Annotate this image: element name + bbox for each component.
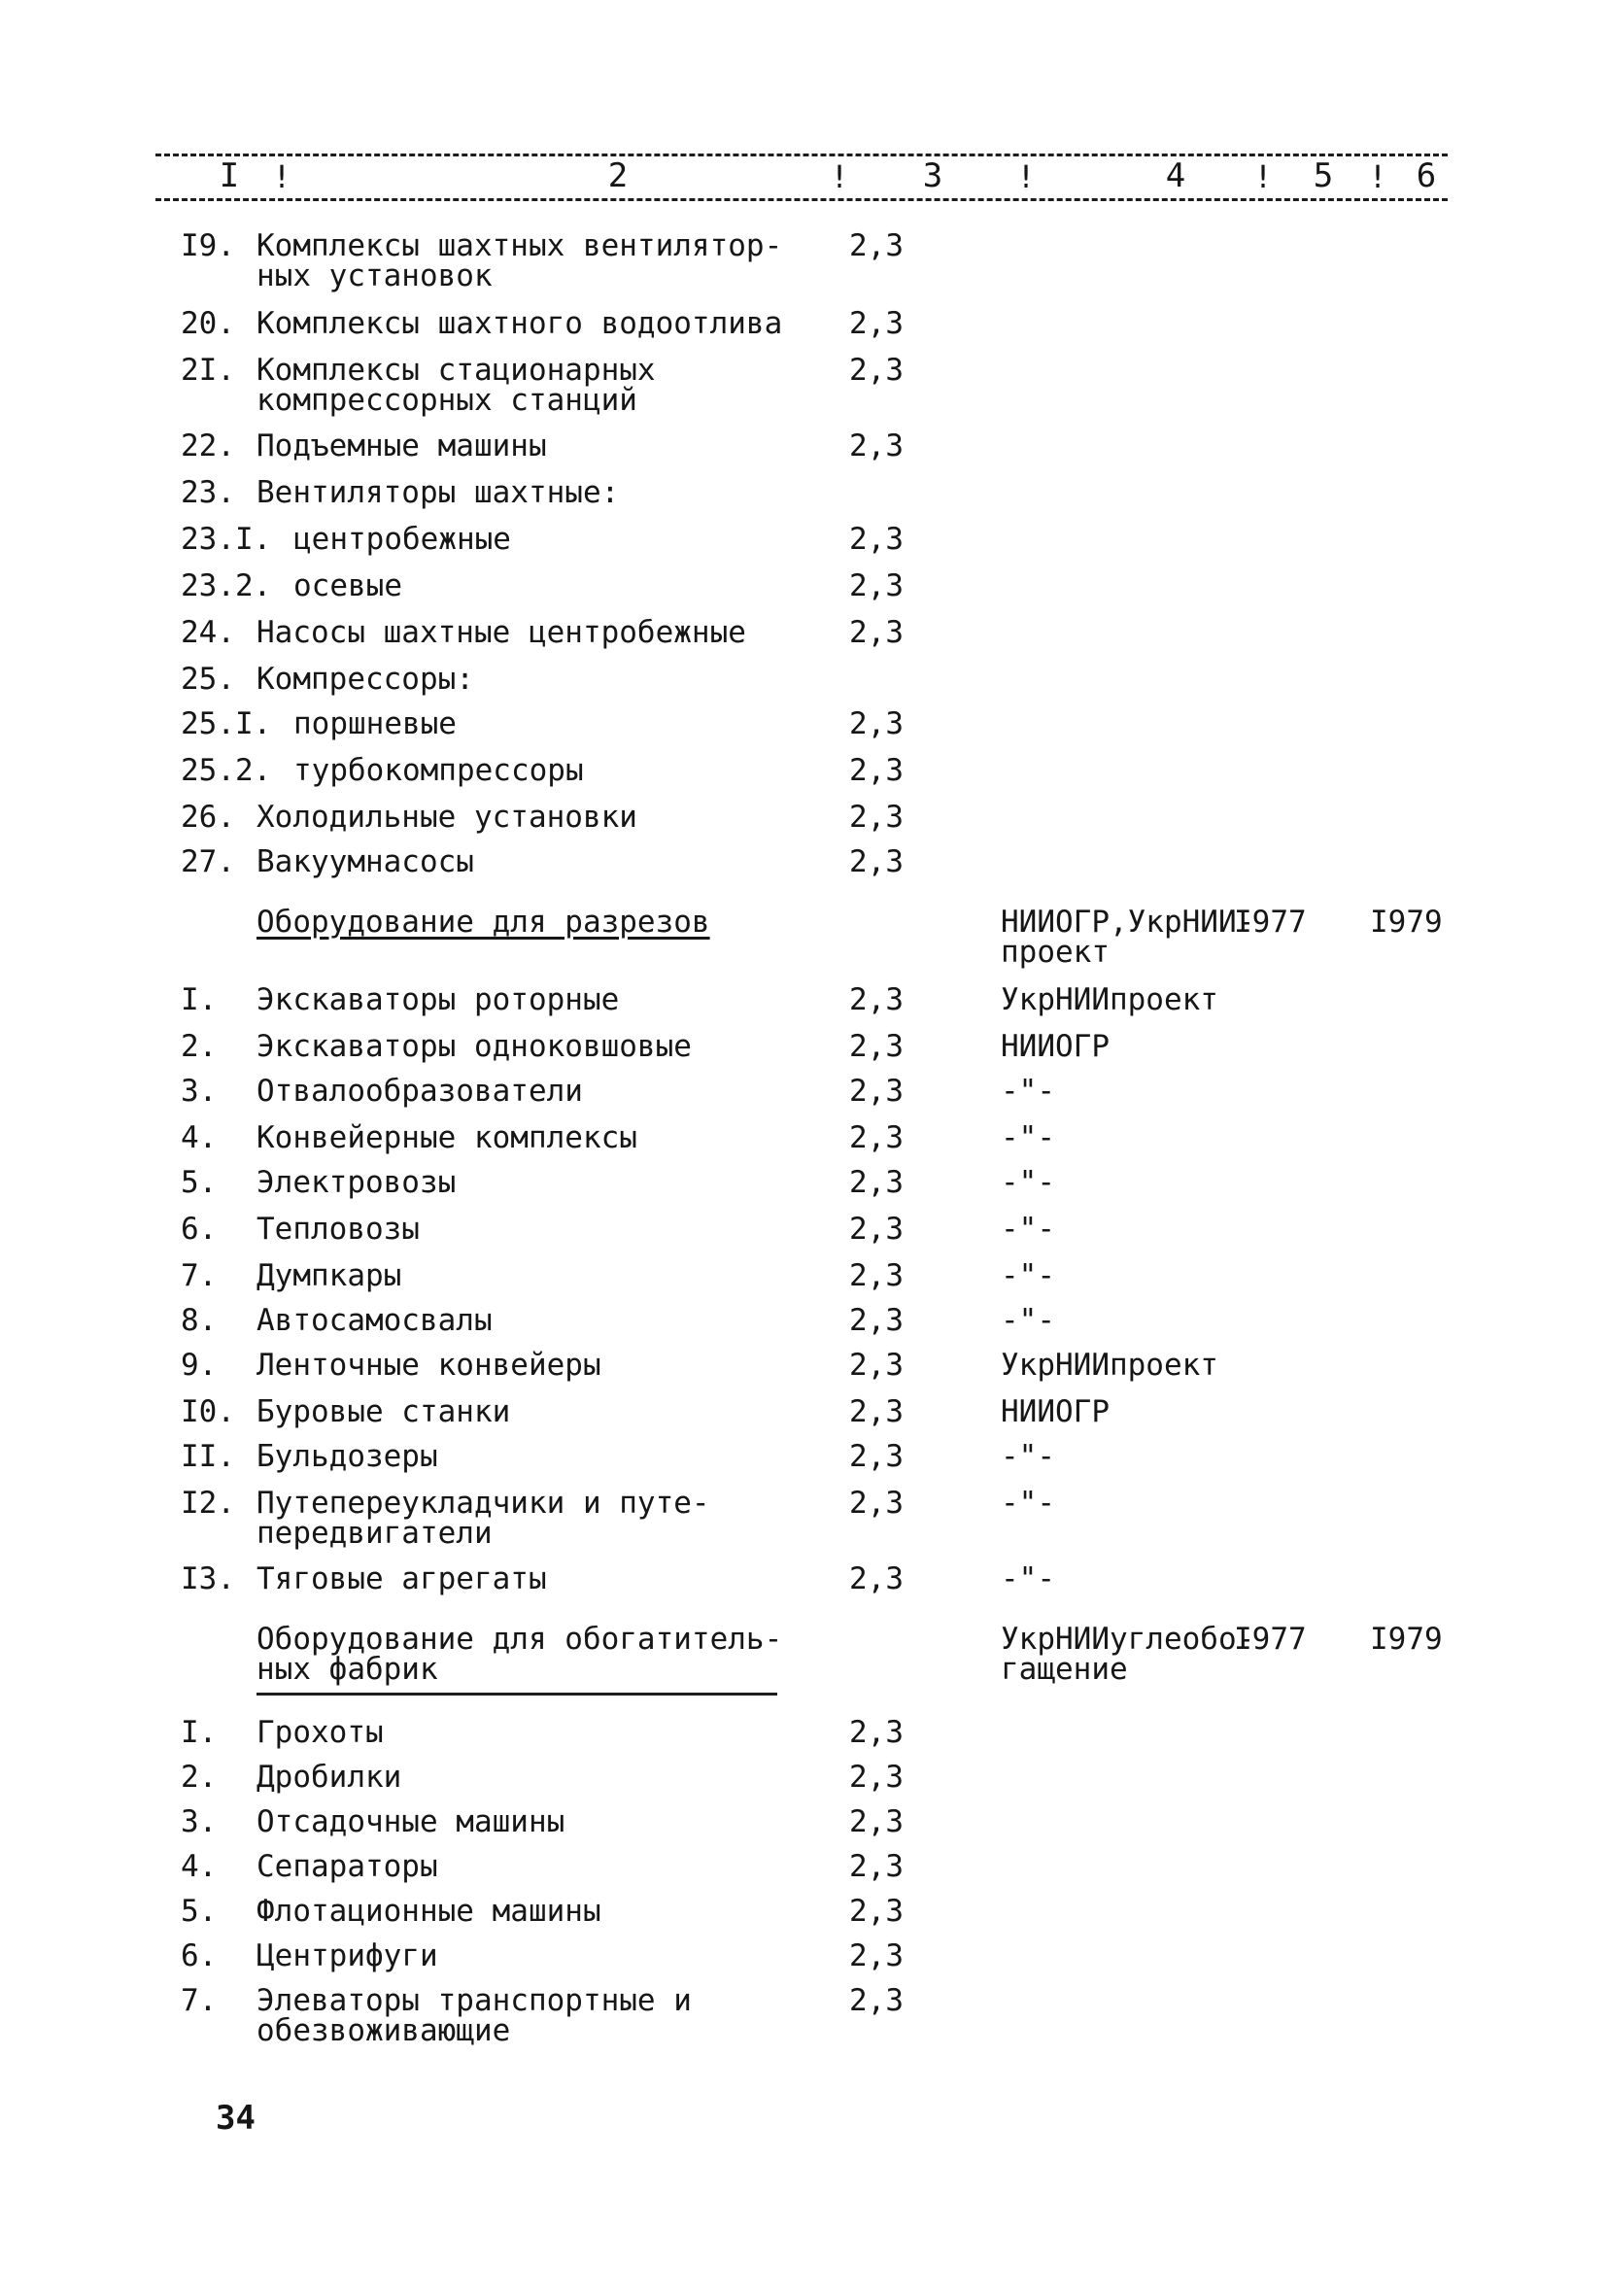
col-header-6: 6 xyxy=(1416,156,1437,195)
row-name: Центрифуги xyxy=(256,1938,438,1973)
section-end-year: I979 xyxy=(1370,1622,1443,1657)
row-name: Комплексы стационарных компрессорных станций xyxy=(256,353,656,418)
row-number: II. xyxy=(181,1439,235,1474)
row-number: 23. xyxy=(181,475,235,510)
row-name: Грохоты xyxy=(256,1715,384,1750)
row-col3: 2,3 xyxy=(849,982,904,1017)
row-col3: 2,3 xyxy=(849,1165,904,1200)
row-number: 6. xyxy=(181,1938,218,1973)
header-top-rule xyxy=(155,154,1448,156)
row-number: 2. xyxy=(181,1760,218,1795)
section-end-year: I979 xyxy=(1370,905,1443,940)
row-col3: 2,3 xyxy=(849,1029,904,1064)
row-col3: 2,3 xyxy=(849,428,904,463)
row-developer: УкрНИИпроект xyxy=(1001,1348,1218,1383)
row-col3: 2,3 xyxy=(849,1074,904,1109)
row-name: Компрессоры: xyxy=(256,662,474,697)
row-col3: 2,3 xyxy=(849,800,904,835)
section-developer: УкрНИИуглеобо- гащение xyxy=(1001,1622,1255,1687)
row-name: Думпкары xyxy=(256,1258,402,1293)
row-name: Дробилки xyxy=(256,1760,402,1795)
row-col3: 2,3 xyxy=(849,1715,904,1750)
row-number: 9. xyxy=(181,1348,218,1383)
row-col3: 2,3 xyxy=(849,1303,904,1338)
col-header-3: 3 xyxy=(922,156,943,195)
row-name: Тепловозы xyxy=(256,1212,420,1247)
row-name: Отвалообразователи xyxy=(256,1074,583,1109)
row-col3: 2,3 xyxy=(849,1394,904,1429)
row-number: 20. xyxy=(181,306,235,341)
row-name: Буровые станки xyxy=(256,1394,511,1429)
row-developer: УкрНИИпроект xyxy=(1001,982,1218,1017)
row-col3: 2,3 xyxy=(849,753,904,788)
row-name: центробежные xyxy=(293,522,511,557)
row-name: Электровозы xyxy=(256,1165,457,1200)
row-col3: 2,3 xyxy=(849,706,904,741)
row-number: 5. xyxy=(181,1894,218,1929)
row-name: Подъемные машины xyxy=(256,428,547,463)
row-name: Элеваторы транспортные и обезвоживающие xyxy=(256,1983,692,2048)
section-title: Оборудование для обогатитель- ных фабрик xyxy=(256,1622,783,1687)
row-name: Вентиляторы шахтные: xyxy=(256,475,620,510)
row-col3: 2,3 xyxy=(849,1212,904,1247)
row-developer: -"- xyxy=(1001,1165,1055,1200)
row-developer: -"- xyxy=(1001,1486,1055,1521)
row-name: поршневые xyxy=(293,706,457,741)
row-name: Насосы шахтные центробежные xyxy=(256,615,746,650)
section-developer: НИИОГР,УкрНИИ- проект xyxy=(1001,905,1255,970)
row-developer: -"- xyxy=(1001,1074,1055,1109)
section-underline xyxy=(256,1693,777,1696)
row-name: Комплексы шахтного водоотлива xyxy=(256,306,783,341)
row-name: Автосамосвалы xyxy=(256,1303,493,1338)
row-col3: 2,3 xyxy=(849,228,904,263)
row-col3: 2,3 xyxy=(849,568,904,603)
row-number: 5. xyxy=(181,1165,218,1200)
row-number: I9. xyxy=(181,228,235,263)
row-number: 2. xyxy=(181,1029,218,1064)
row-name: Тяговые агрегаты xyxy=(256,1561,547,1596)
row-col3: 2,3 xyxy=(849,1258,904,1293)
page-number: 34 xyxy=(216,2099,256,2138)
row-number: I2. xyxy=(181,1486,235,1521)
row-number: 7. xyxy=(181,1983,218,2018)
col-separator: ! xyxy=(1253,158,1273,195)
section-start-year: I977 xyxy=(1234,905,1307,940)
row-number: 23.2. xyxy=(181,568,272,603)
row-name: Экскаваторы одноковшовые xyxy=(256,1029,692,1064)
row-number: 6. xyxy=(181,1212,218,1247)
col-header-4: 4 xyxy=(1165,156,1186,195)
row-col3: 2,3 xyxy=(849,1760,904,1795)
row-developer: -"- xyxy=(1001,1303,1055,1338)
row-number: 23.I. xyxy=(181,522,272,557)
row-developer: НИИОГР xyxy=(1001,1394,1110,1429)
row-number: I. xyxy=(181,982,218,1017)
row-developer: НИИОГР xyxy=(1001,1029,1110,1064)
row-col3: 2,3 xyxy=(849,1983,904,2018)
col-header-5: 5 xyxy=(1313,156,1334,195)
row-name: Вакуумнасосы xyxy=(256,844,474,879)
row-col3: 2,3 xyxy=(849,1348,904,1383)
row-name: Отсадочные машины xyxy=(256,1804,565,1839)
row-name: Конвейерные комплексы xyxy=(256,1120,637,1155)
row-number: 3. xyxy=(181,1804,218,1839)
row-number: 4. xyxy=(181,1849,218,1884)
row-col3: 2,3 xyxy=(849,1894,904,1929)
row-name: Бульдозеры xyxy=(256,1439,438,1474)
row-developer: -"- xyxy=(1001,1120,1055,1155)
col-separator: ! xyxy=(1368,158,1387,195)
row-name: Экскаваторы роторные xyxy=(256,982,620,1017)
row-number: 22. xyxy=(181,428,235,463)
row-number: I0. xyxy=(181,1394,235,1429)
row-developer: -"- xyxy=(1001,1258,1055,1293)
row-col3: 2,3 xyxy=(849,1849,904,1884)
row-number: 7. xyxy=(181,1258,218,1293)
row-name: Комплексы шахтных вентилятор- ных установок xyxy=(256,228,783,293)
row-number: 3. xyxy=(181,1074,218,1109)
row-number: 26. xyxy=(181,800,235,835)
row-number: 25. xyxy=(181,662,235,697)
row-col3: 2,3 xyxy=(849,306,904,341)
col-separator: ! xyxy=(272,158,291,195)
row-col3: 2,3 xyxy=(849,1804,904,1839)
section-start-year: I977 xyxy=(1234,1622,1307,1657)
row-number: 25.2. xyxy=(181,753,272,788)
col-header-2: 2 xyxy=(607,156,629,195)
row-col3: 2,3 xyxy=(849,844,904,879)
row-number: 27. xyxy=(181,844,235,879)
row-name: Сепараторы xyxy=(256,1849,438,1884)
col-header-1: I xyxy=(219,156,240,195)
row-number: 8. xyxy=(181,1303,218,1338)
row-col3: 2,3 xyxy=(849,522,904,557)
row-number: 2I. xyxy=(181,353,235,388)
row-col3: 2,3 xyxy=(849,1439,904,1474)
row-col3: 2,3 xyxy=(849,615,904,650)
row-col3: 2,3 xyxy=(849,1561,904,1596)
col-separator: ! xyxy=(830,158,849,195)
header-bottom-rule xyxy=(155,198,1448,201)
row-number: 4. xyxy=(181,1120,218,1155)
col-separator: ! xyxy=(1016,158,1036,195)
row-col3: 2,3 xyxy=(849,1938,904,1973)
row-col3: 2,3 xyxy=(849,1486,904,1521)
row-developer: -"- xyxy=(1001,1212,1055,1247)
row-name: Путепереукладчики и путе- передвигатели xyxy=(256,1486,710,1551)
row-col3: 2,3 xyxy=(849,353,904,388)
section-title: Оборудование для разрезов xyxy=(256,905,710,940)
row-developer: -"- xyxy=(1001,1439,1055,1474)
row-number: 25.I. xyxy=(181,706,272,741)
row-number: I. xyxy=(181,1715,218,1750)
row-name: турбокомпрессоры xyxy=(293,753,584,788)
row-number: 24. xyxy=(181,615,235,650)
row-name: осевые xyxy=(293,568,402,603)
row-name: Флотационные машины xyxy=(256,1894,601,1929)
row-number: I3. xyxy=(181,1561,235,1596)
row-name: Ленточные конвейеры xyxy=(256,1348,601,1383)
row-col3: 2,3 xyxy=(849,1120,904,1155)
row-developer: -"- xyxy=(1001,1561,1055,1596)
row-name: Холодильные установки xyxy=(256,800,637,835)
